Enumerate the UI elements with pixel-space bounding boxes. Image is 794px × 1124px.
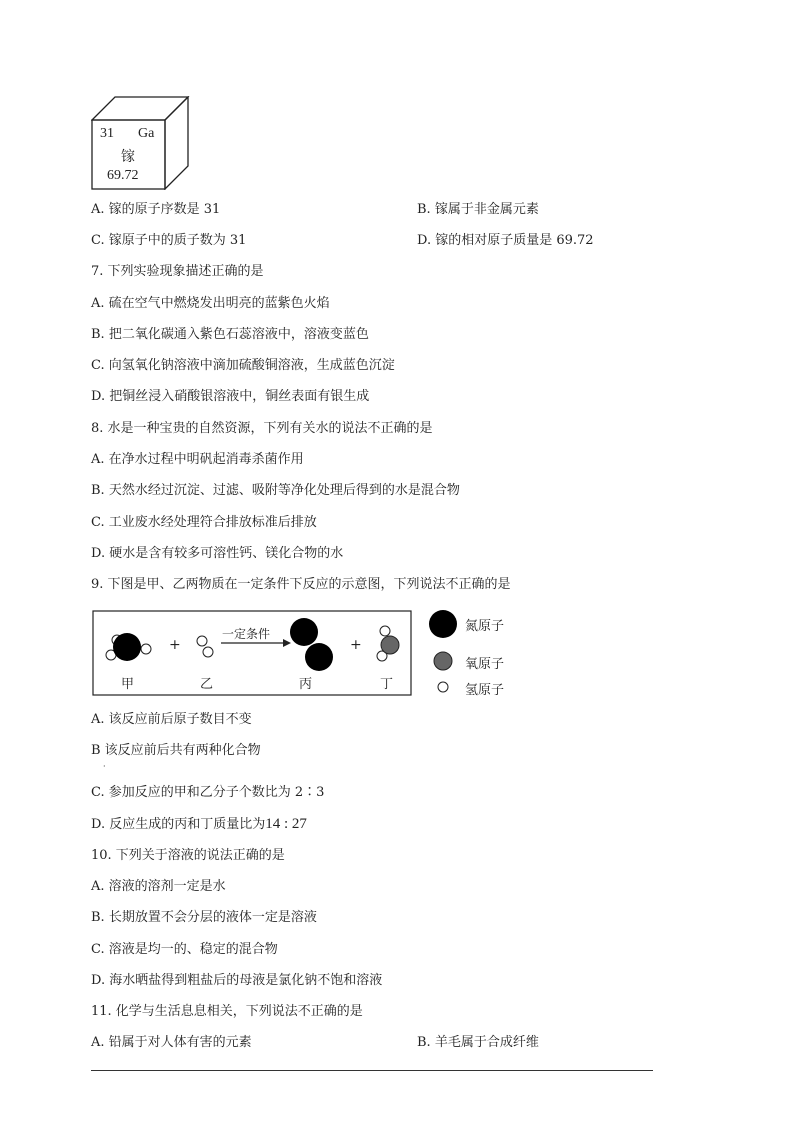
bottom-rule xyxy=(91,1070,653,1071)
q9-option-c: C. 参加反应的甲和乙分子个数比为 2∶3 xyxy=(91,785,325,800)
q8-option-c: C. 工业废水经处理符合排放标准后排放 xyxy=(91,515,317,530)
q10-option-a: A. 溶液的溶剂一定是水 xyxy=(91,879,226,894)
q9-option-b-dot: · xyxy=(103,762,106,771)
q7-option-c: C. 向氢氧化钠溶液中滴加硫酸铜溶液，生成蓝色沉淀 xyxy=(91,358,395,373)
q8-option-d: D. 硬水是含有较多可溶性钙、镁化合物的水 xyxy=(91,546,344,561)
q7-option-d: D. 把铜丝浸入硝酸银溶液中，铜丝表面有银生成 xyxy=(91,389,370,404)
cube-outline xyxy=(91,96,191,190)
legend-nitrogen-icon xyxy=(429,610,457,638)
nitrogen-atom xyxy=(113,633,141,661)
oxygen-atom xyxy=(381,636,399,654)
hydrogen-atom xyxy=(141,644,151,654)
legend-nitrogen-label: 氮原子 xyxy=(465,619,505,634)
molecule-jia xyxy=(106,633,151,661)
arrow-condition-label: 一定条件 xyxy=(222,627,271,641)
plus-sign-1: + xyxy=(169,637,181,653)
element-card xyxy=(91,96,191,194)
legend-hydrogen-label: 氢原子 xyxy=(465,683,505,698)
q6-option-a: A. 镓的原子序数是 31 xyxy=(91,202,221,217)
q8-option-b: B. 天然水经过沉淀、过滤、吸附等净化处理后得到的水是混合物 xyxy=(91,483,460,498)
legend-oxygen-icon xyxy=(434,652,452,670)
label-bing: 丙 xyxy=(299,677,313,692)
q6-option-c: C. 镓原子中的质子数为 31 xyxy=(91,233,247,248)
q9-option-d xyxy=(91,816,307,833)
q9-option-a: A. 该反应前后原子数目不变 xyxy=(91,712,252,727)
q9-option-b: B 该反应前后共有两种化合物 xyxy=(91,743,261,758)
q11-option-b: B. 羊毛属于合成纤维 xyxy=(417,1035,539,1050)
label-ding: 丁 xyxy=(380,677,394,692)
q9-option-d-ratio: 14 : 27 xyxy=(265,816,307,832)
nitrogen-atom xyxy=(305,643,333,671)
legend-hydrogen-icon xyxy=(438,682,448,692)
q9-option-d-text: D. 反应生成的丙和丁质量比为 xyxy=(91,817,266,832)
element-name: 镓 xyxy=(121,149,135,165)
reaction-diagram xyxy=(91,607,531,703)
q10-option-d: D. 海水晒盐得到粗盐后的母液是氯化钠不饱和溶液 xyxy=(91,973,383,988)
q11-stem: 11. 化学与生活息息相关，下列说法不正确的是 xyxy=(91,1004,363,1019)
label-yi: 乙 xyxy=(200,677,214,692)
q7-option-a: A. 硫在空气中燃烧发出明亮的蓝紫色火焰 xyxy=(91,296,330,311)
q10-stem: 10. 下列关于溶液的说法正确的是 xyxy=(91,848,285,863)
molecule-ding xyxy=(377,626,399,661)
q6-option-b: B. 镓属于非金属元素 xyxy=(417,202,539,217)
q10-option-b: B. 长期放置不会分层的液体一定是溶液 xyxy=(91,910,317,925)
q10-option-c: C. 溶液是均一的、稳定的混合物 xyxy=(91,942,278,957)
hydrogen-atom xyxy=(380,626,390,636)
reaction-arrow-head xyxy=(283,639,291,647)
legend-oxygen-label: 氧原子 xyxy=(465,657,505,672)
label-jia: 甲 xyxy=(121,677,135,692)
molecule-yi xyxy=(197,636,213,657)
element-symbol: Ga xyxy=(138,126,155,141)
hydrogen-atom xyxy=(203,647,213,657)
q8-stem: 8. 水是一种宝贵的自然资源，下列有关水的说法不正确的是 xyxy=(91,421,433,436)
atomic-number: 31 xyxy=(100,126,114,141)
molecule-bing xyxy=(290,618,333,671)
hydrogen-atom xyxy=(197,636,207,646)
q6-option-d: D. 镓的相对原子质量是 69.72 xyxy=(417,233,594,248)
q11-option-a: A. 铅属于对人体有害的元素 xyxy=(91,1035,252,1050)
nitrogen-atom xyxy=(290,618,318,646)
q9-stem: 9. 下图是甲、乙两物质在一定条件下反应的示意图，下列说法不正确的是 xyxy=(91,577,511,592)
plus-sign-2: + xyxy=(350,637,362,653)
atomic-mass: 69.72 xyxy=(107,168,139,183)
q7-stem: 7. 下列实验现象描述正确的是 xyxy=(91,264,264,279)
q8-option-a: A. 在净水过程中明矾起消毒杀菌作用 xyxy=(91,452,304,467)
diagram-frame xyxy=(93,611,411,695)
q7-option-b: B. 把二氧化碳通入紫色石蕊溶液中，溶液变蓝色 xyxy=(91,327,369,342)
